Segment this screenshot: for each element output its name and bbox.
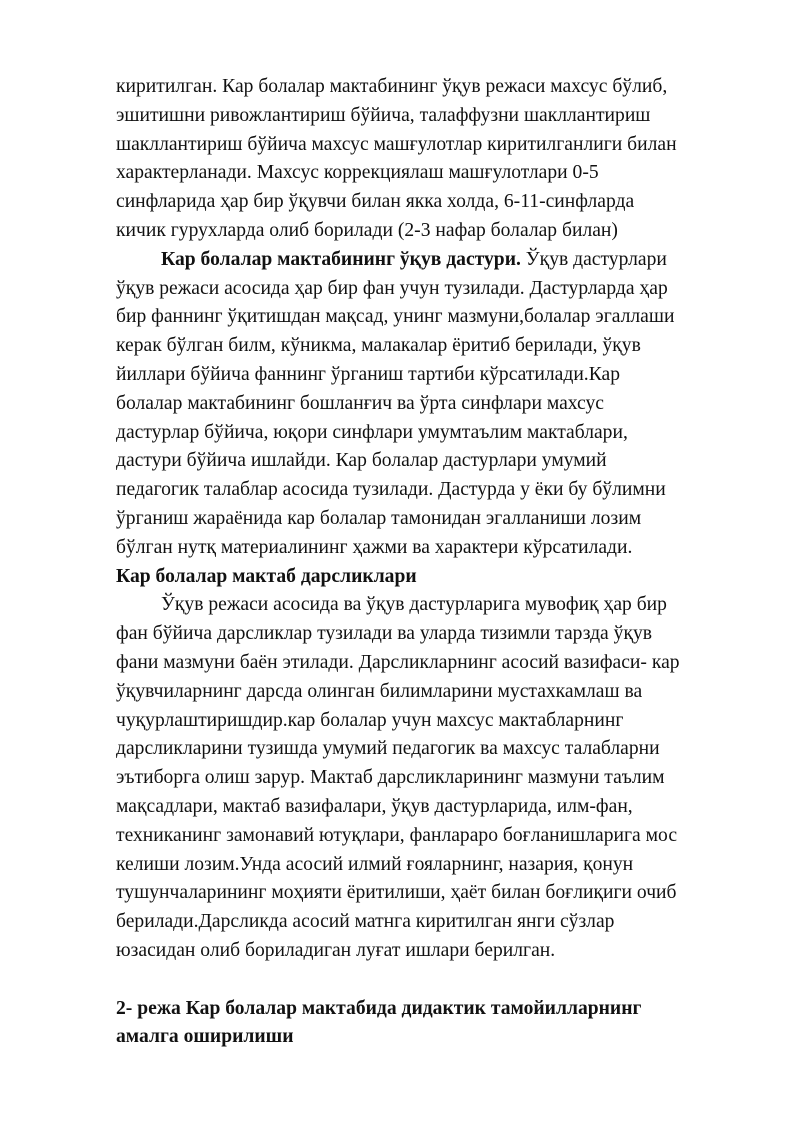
text-line: фан бўйича дарсликлар тузилади ва уларда тизимли тарзда ўқув <box>116 623 653 645</box>
text-line: дастурлар бўйича, юқори синфлари умумтаълим мактаблари, <box>116 421 628 443</box>
text-line <box>116 246 738 275</box>
text-line: эшитишни ривожлантириш бўйича, талаффузни шакллантириш <box>116 104 651 126</box>
text-line: юзасидан олиб бориладиган луғат ишлари берилган. <box>116 939 556 961</box>
text-line: педагогик талаблар асосида тузилади. Дастурда у ёки бу бўлимни <box>116 479 666 501</box>
document-page <box>116 73 738 1052</box>
text-line: киритилган. Кар болалар мактабининг ўқув режаси махсус бўлиб, <box>116 76 668 97</box>
paragraph-2 <box>116 246 738 563</box>
text-line: тушунчаларининг моҳияти ёритилиши, ҳаёт билан боғлиқиги очиб <box>116 882 677 904</box>
text-line: бўлган нутқ материалининг ҳажми ва характери кўрсатилади. <box>116 536 633 558</box>
text-line: характерланади. Махсус коррекциялаш машғулотлари 0-5 <box>116 162 599 184</box>
text-line: мақсадлари, мактаб вазифалари, ўқув дастурларида, илм-фан, <box>116 795 633 817</box>
text-line: йиллари бўйича фаннинг ўрганиш тартиби кўрсатилади.Кар <box>116 363 621 385</box>
text-line: ўқув режаси асосида ҳар бир фан учун тузилади. Дастурларда ҳар <box>116 277 668 299</box>
inline-text: Ўқув дастурлари <box>520 248 667 270</box>
inline-heading: Кар болалар мактабининг ўқув дастури. <box>161 248 521 270</box>
final-heading <box>116 995 738 1053</box>
paragraph-3 <box>116 591 738 965</box>
text-line: шакллантириш бўйича махсус машғулотлар киритилганлиги билан <box>116 133 677 155</box>
text-line: керак бўлган билм, кўникма, малакалар ёритиб берилади, ўқув <box>116 335 641 357</box>
text-line: дарсликларини тузишда умумий педагогик ва махсус талабларни <box>116 738 660 760</box>
text-line: дастури бўйича ишлайди. Кар болалар дастурлари умумий <box>116 450 607 472</box>
text-line: Ўқув режаси асосида ва ўқув дастурларига мувофиқ ҳар бир <box>161 594 667 616</box>
text-line: синфларида ҳар бир ўқувчи билан якка холда, 6-11-синфларда <box>116 191 635 213</box>
text-line: ўрганиш жараёнида кар болалар тамонидан эгалланиши лозим <box>116 507 642 529</box>
text-line: чуқурлаштиришдир.кар болалар учун махсус мактабларнинг <box>116 709 624 731</box>
paragraph-1 <box>116 73 738 246</box>
blank-line <box>116 966 738 995</box>
heading-line: амалга оширилиши <box>116 1026 294 1048</box>
heading-line: 2- режа Кар болалар мактабида дидактик тамойилларнинг <box>116 997 642 1019</box>
text-line: кичик гурухларда олиб борилади (2-3 нафар болалар билан) <box>116 219 618 241</box>
text-line: болалар мактабининг бошланғич ва ўрта синфлари махсус <box>116 392 604 414</box>
text-line: эътиборга олиш зарур. Мактаб дарсликларининг мазмуни таълим <box>116 767 665 789</box>
section-heading: Кар болалар мактаб дарсликлари <box>116 565 417 587</box>
text-line: фани мазмуни баён этилади. Дарсликларнинг асосий вазифаси- кар <box>116 651 680 673</box>
text-line: ўқувчиларнинг дарсда олинган билимларини мустахкамлаш ва <box>116 680 643 702</box>
text-line: бир фаннинг ўқитишдан мақсад, унинг мазмуни,болалар эгаллаши <box>116 306 675 328</box>
text-line: берилади.Дарсликда асосий матнга киритилган янги сўзлар <box>116 911 615 933</box>
text-line: техниканинг замонавий ютуқлари, фанлараро боғланишларига мос <box>116 824 678 846</box>
text-line: келиши лозим.Унда асосий илмий ғояларнинг, назария, қонун <box>116 853 634 875</box>
